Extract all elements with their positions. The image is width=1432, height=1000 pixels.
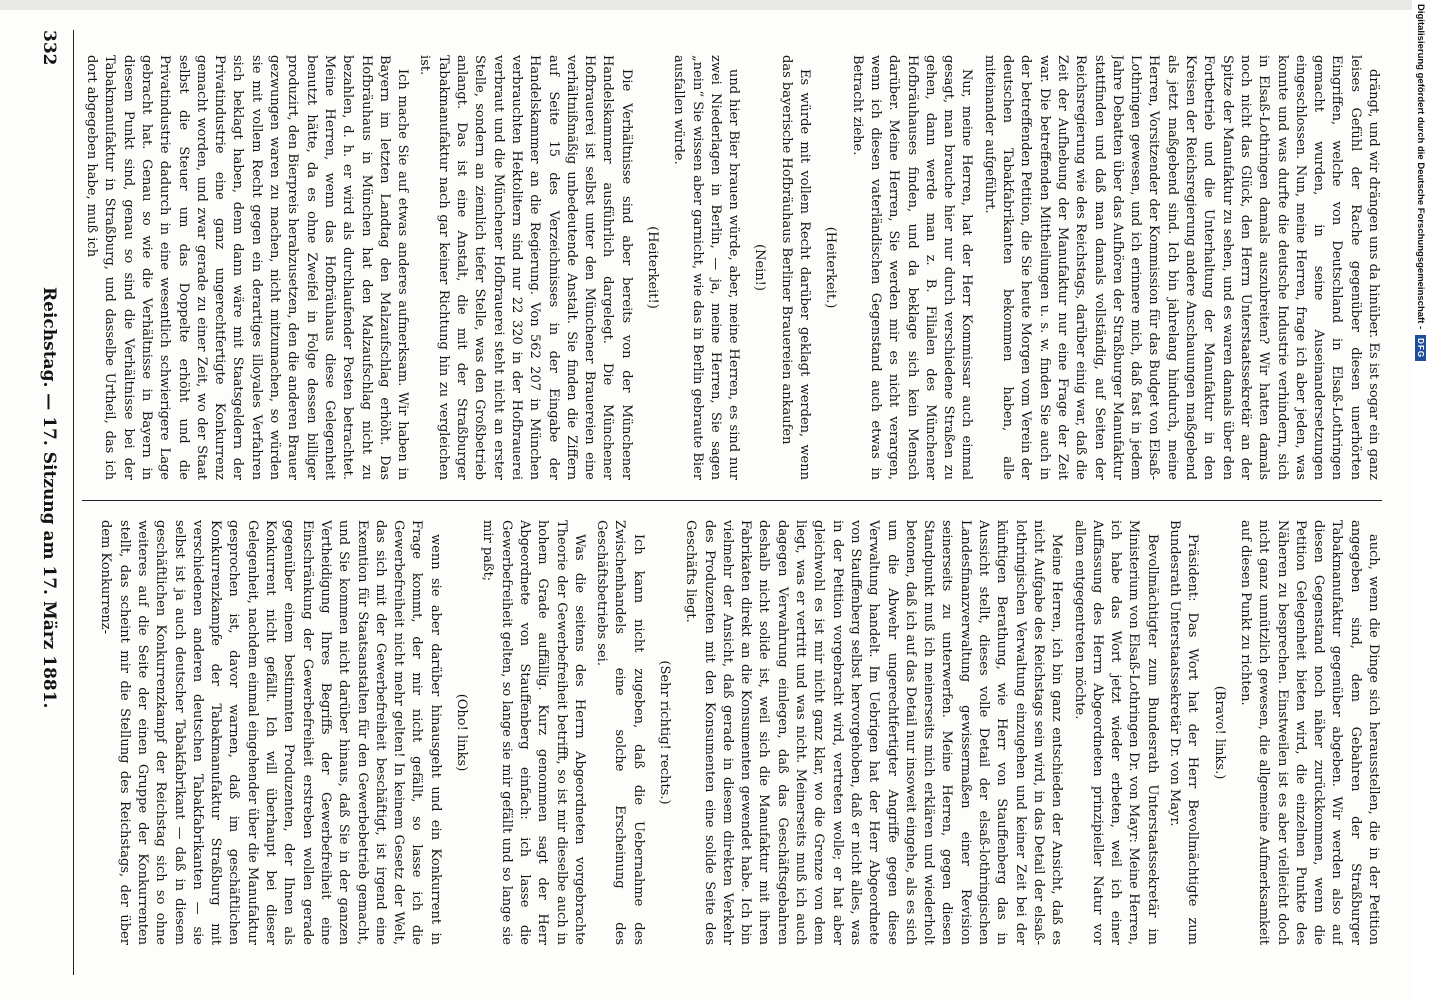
page-header xyxy=(34,30,64,970)
paragraph: wenn sie aber darüber hinausgeht und ein Konkurrent in Frage kommt, der mir nicht gefällt, so lasse ich die Gewerbefreiheit nicht mehr gelten! In keinem Gesetz der Welt, das sich mit der Gewerbefreiheit beschäftigt, ist irgend eine Exemtion für Staatsanstalten für den Gewerbebetrieb gemacht, und Sie kommen nicht darüber hinaus, daß Sie in der ganzen Vertheidigung Ihres Begriffs der Gewerbefreiheit eine Einschränkung der Gewerbefreiheit erstreben wollen gerade gegenüber einem bestimmten Produzenten, der Ihnen als Konkurrent nicht gefällt. Ich will überhaupt bei dieser Gelegenheit, nachdem einmal eingehender über die Manufaktur gesprochen ist, davor warnen, daß im geschäftlichen Konkurrenzkampfe der Tabakmanufaktur Straßburg mit verschiedenen anderen deutschen Tabakfabrikanten — sie selbst ist ja auch deutscher Tabakfabrikant — daß in diesem geschäftlichen Konkurrenzkampf der Reichstag sich so ohne weiteres auf die Seite der einen Gruppe der Konkurrenten stellt, das scheint mir die Stellung des Reichstags, der über dem Konkurrenz- xyxy=(98,520,443,945)
paragraph: (Oho! links) xyxy=(454,693,470,772)
page-title: Reichstag. — 17. Sitzung am 17. März 1881. xyxy=(39,287,59,709)
right-column xyxy=(82,520,1382,945)
paragraph: Nur, meine Herren, hat der Herr Kommissar auch einmal gesagt, man brauche hier nur durch verschiedene Straßen zu gehen, dann werde man z. B. Filialen des Münchener Hofbräuhauses finden, und da beklage sich kein Mensch darüber. Meine Herren, Sie werden mir es nicht verargen, wenn ich diesen vaterländischen Gegenstand auch etwas in Betracht ziehe. xyxy=(849,55,975,480)
paragraph: auch, wenn die Dinge sich herausstellen, die in der Petition angegeben sind, dem Gebahren der Straßburger Tabakmanufaktur gegenüber abgeben. Wir werden also auf diesen Gegenstand noch näher zurückkommen, wenn die Petition Gelegenheit bieten wird, die einzelnen Punkte des Näheren zu besprechen. Einstweilen ist es aber vielleicht doch nicht ganz unnützlich gewesen, die allgemeine Aufmerksamkeit auf diesen Punkt zu richten. xyxy=(1237,520,1381,945)
paragraph: Ich mache Sie auf etwas anderes aufmerksam. Wir haben in Bayern im letzten Landtag den Malzaufschlag erhöht. Das Hofbräuhaus in München hat den Malzaufschlag nicht zu bezahlen, d. h. er wird als durchlaufender Posten betrachtet. Meine Herren, wenn das Hofbräuhaus diese Gelegenheit benutzt hätte, da es ohne Zweifel in Folge dessen billiger produzirt, den Bierpreis herabzusetzen, den die anderen Brauer gezwungen waren zu machen, nicht mitzumachen, so würden sie mit vollem Recht gegen ein derartiges illoyales Verfahren sich beklagt haben, denn dann wäre mit Staatsgeldern der Privatindustrie eine ganz ungerechtfertigte Konkurrenz gemacht worden, und zwar gerade zu einer Zeit, wo der Staat selbst die Steuer um das Doppelte erhöht und die Privatindustrie dadurch in eine wesentlich schwierigere Lage gebracht hat. Genau so wie die Verhältnisse in Bayern in diesem Punkt sind, genau so sind die Verhältnisse bei der Tabakmanufaktur in Straßburg, und dasselbe Urtheil, das ich dort abgegeben habe, muß ich xyxy=(84,55,411,480)
column-divider xyxy=(82,500,1382,501)
paragraph: Es würde mit vollem Recht darüber geklagt werden, wenn das bayerische Hofbräuhaus Berliner Brauereien ankaufen xyxy=(778,55,813,480)
credit-text: Digitalisierung gefördert durch die Deutsche Forschungsgemeinschaft - xyxy=(1415,4,1426,330)
paragraph: Meine Herren, ich bin ganz entschieden der Ansicht, daß es nicht Aufgabe des Reichstags sein wird, in das Detail der elsaß-lothringischen Verwaltung einzugehen und keiner Zeit bei der künftigen Berathung, wie Herr von Stauffenberg das in Aussicht stellt, dieses volle Detail der elsaß-lothringischen Landesfinanzverwaltung gewissermaßen einer Revision seinerseits zu unterwerfen. Meine Herren, gegen diesen Standpunkt muß ich meinerseits mich erklären und wiederholt betonen, daß ich auf das Detail nur insoweit eingehe, als es sich um die Abwehr ungerechtfertigter Angriffe gegen diese Verwaltung handelt. Im Uebrigen hat der Herr Abgeordnete von Stauffenberg selbst hervorgehoben, daß er nicht alles, was in der Petition vorgebracht wird, vertreten wolle; er hat aber gleichwohl es ist mir nicht ganz klar, wo die Grenze von dem liegt, was er vertritt und was nicht. Meinerseits muß ich auch dagegen Verwahrung einlegen, daß das Geschäftsgebahren deshalb nicht solide ist, weil sich die Manufaktur mit ihren Fabrikaten direkt an die Konsumenten gewendet habe. Ich bin vielmehr der Ansicht, daß gerade in diesem direkten Verkehr des Produzenten mit den Konsumenten eine solide Seite des Geschäfts liegt. xyxy=(683,520,1065,945)
header-rule xyxy=(73,30,74,975)
paragraph: Bevollmächtigter zum Bundesrath Unterstaatssekretär im Ministerium von Elsaß-Lothringen Dr. von Mayr: Meine Herren, ich habe das Wort jetzt wieder erbeten, weil ich einer Auffassung des Herrn Abgeordneten prinzipieller Natur vor allem entgegentreten möchte. xyxy=(1071,520,1160,945)
paragraph: und hier Bier brauen würde, aber, meine Herren, es sind nur zwei Niederlagen in Berlin, — ja, meine Herren, Sie sagen „nein“ Sie wissen aber garnicht, wie das in Berlin gebraute Bier ausfallen würde. xyxy=(671,55,742,480)
paragraph: Die Verhältnisse sind aber bereits von der Münchener Handelskammer ausführlich dargelegt. Die Münchener Hofbrauerei ist selbst unter den Münchener Brauereien eine verhältnißmäßig unbedeutende Anstalt. Sie finden die Ziffern auf Seite 15 des Verzeichnisses in der Eingabe der Handelskammer an die Regierung. Von 562 207 in München verbrauchten Hektolitern sind nur 22 320 in der Hofbrauerei verbraut und die Münchener Hofbrauerei steht nicht an erster Stelle, sondern an ziemlich tiefer Stelle, was den Großbetrieb anlangt. Das ist eine Anstalt, die mit der Straßburger Tabakmanufaktur nach gar keiner Richtung hin zu vergleichen ist. xyxy=(417,55,634,480)
paragraph: Was die seitens des Herrn Abgeordneten vorgebrachte Theorie der Gewerbefreiheit betrifft, so ist mir dieselbe auch in hohem Grade auffällig. Kurz genommen sagt der Herr Abgeordnete von Stauffenberg einfach: ich lasse die Gewerbefreiheit gelten, so lange sie mir gefällt und so lange sie mir paßt; xyxy=(480,520,587,945)
paragraph: Ich kann nicht zugeben, daß die Uebernahme des Zwischenhandels eine solche Erscheinung des Geschäftsbetriebs sei. xyxy=(594,520,646,945)
left-column xyxy=(82,55,1382,480)
paragraph: (Heiterkeit!) xyxy=(645,226,661,309)
page-number: 332 xyxy=(39,30,59,66)
paragraph: (Nein!) xyxy=(752,244,768,291)
paragraph: drängt, und wir drängen uns da hinüber. Es ist sogar ein ganz leises Gefühl der Rache gegenüber diesen unerhörten Eingriffen, welche von Deutschland in Elsaß-Lothringen gemacht wurden, in seine Auseinandersetzungen eingeschlossen. Nun, meine Herren, frage ich aber jeden, was konnte und was durfte die deutsche Industrie verhindern, sich in Elsaß-Lothringen damals auszubreiten? Wir hatten damals noch nicht das Glück, den Herrn Unterstaatssekretär an der Spitze der Manufaktur zu sehen, und es waren damals über den Fortbetrieb und die Unterhaltung der Manufaktur in den Kreisen der Reichsregierung andere Anschauungen maßgebend als jetzt maßgebend sind. Ich bin jahrelang hindurch, meine Herren, Vorsitzender der Kommission für das Budget von Elsaß-Lothringen gewesen, und ich erinnere mich, daß fast in jedem Jahre Debatten über das Aufhören der Straßburger Manufaktur stattfinden und daß man damals vollständig, auf Seiten der Reichsregierung wie des Reichstags, darüber einig war, daß die Zeit der Aufhebung der Manufaktur nur eine Frage der Zeit war. Die betreffenden Mittheilungen u. s. w. finden Sie auch in der betreffenden Petition, die Sie heute Morgen vom Verein der deutschen Tabakfabrikanten bekommen haben, alle miteinander aufgeführt. xyxy=(981,55,1381,480)
dfg-logo: DFG xyxy=(1415,335,1426,361)
paragraph: (Sehr richtig! rechts.) xyxy=(657,660,673,805)
paragraph: (Bravo! links.) xyxy=(1211,685,1227,780)
paragraph: Präsident: Das Wort hat der Herr Bevollmächtigte zum Bundesrath Unterstaatssekretär Dr. von Mayr. xyxy=(1167,520,1201,945)
credit-line xyxy=(1415,4,1426,361)
paragraph: (Heiterkeit.) xyxy=(823,226,839,309)
